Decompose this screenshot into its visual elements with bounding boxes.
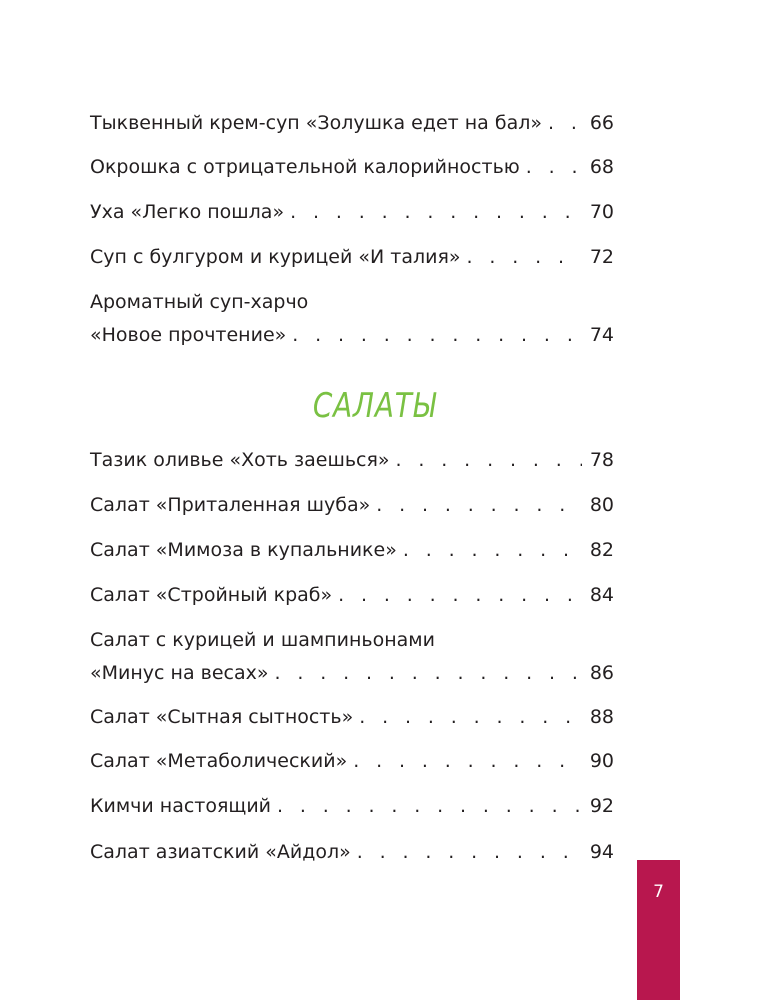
entry-page-number: 70: [589, 201, 614, 223]
entry-title: Салат «Приталенная шуба»: [90, 494, 371, 516]
toc-entry[interactable]: [90, 200, 614, 224]
toc-entry[interactable]: [90, 155, 614, 179]
entry-page-number: 90: [589, 750, 614, 772]
dot-leader: [353, 749, 582, 773]
entry-page-number: 72: [589, 246, 614, 268]
entry-title: Тыквенный крем-суп «Золушка едет на бал»: [90, 112, 542, 134]
toc-entry[interactable]: [90, 245, 614, 269]
entry-page-number: 78: [589, 449, 614, 471]
entry-title-line2: «Новое прочтение»: [90, 324, 287, 346]
dot-leader: [359, 705, 582, 729]
entry-title: Тазик оливье «Хоть заешься»: [90, 449, 390, 471]
entry-title-line1: Ароматный суп-харчо: [90, 291, 309, 313]
dot-leader: [290, 200, 582, 224]
toc-entry[interactable]: [90, 538, 614, 562]
entry-title: Суп с булгуром и курицей «И талия»: [90, 246, 461, 268]
entry-title-line1: Салат с курицей и шампиньонами: [90, 629, 435, 651]
dot-leader: [292, 323, 582, 347]
dot-leader: [274, 661, 581, 685]
dot-leader: [376, 493, 582, 517]
toc-entry[interactable]: [90, 840, 614, 864]
entry-page-number: 84: [589, 584, 614, 606]
toc-entry[interactable]: [90, 628, 614, 685]
dot-leader: [357, 840, 582, 864]
entry-page-number: 92: [589, 795, 614, 817]
toc-entry[interactable]: [90, 583, 614, 607]
entry-page-number: 94: [589, 841, 614, 863]
dot-leader: [403, 538, 582, 562]
entry-title: Салат «Мимоза в купальнике»: [90, 539, 397, 561]
dot-leader: [467, 245, 582, 269]
entry-title: Салат азиатский «Айдол»: [90, 841, 351, 863]
entry-title: Кимчи настоящий: [90, 795, 272, 817]
entry-page-number: 86: [589, 662, 614, 684]
dot-leader: [277, 794, 582, 818]
toc-entry[interactable]: [90, 749, 614, 773]
toc-entry[interactable]: [90, 111, 614, 135]
toc-entry[interactable]: [90, 794, 614, 818]
dot-leader: [396, 448, 582, 472]
entry-title-line2: «Минус на весах»: [90, 662, 269, 684]
entry-page-number: 80: [589, 494, 614, 516]
toc-entry[interactable]: [90, 448, 614, 472]
page-number: 7: [653, 882, 664, 902]
entry-title: Уха «Легко пошла»: [90, 201, 285, 223]
toc-entry[interactable]: [90, 290, 614, 347]
toc-entry[interactable]: [90, 493, 614, 517]
page-number-tab: [637, 860, 680, 1000]
entry-page-number: 74: [589, 324, 614, 346]
entry-title: Салат «Стройный краб»: [90, 584, 333, 606]
toc-entry[interactable]: [90, 705, 614, 729]
dot-leader: [548, 111, 582, 135]
entry-title: Салат «Сытная сытность»: [90, 706, 354, 728]
entry-page-number: 66: [589, 112, 614, 134]
entry-title: Салат «Метаболический»: [90, 750, 348, 772]
section-heading-salads: САЛАТЫ: [312, 386, 437, 426]
dot-leader: [338, 583, 582, 607]
dot-leader: [526, 155, 582, 179]
entry-page-number: 88: [589, 706, 614, 728]
entry-title: Окрошка с отрицательной калорийностью: [90, 156, 520, 178]
entry-page-number: 68: [589, 156, 614, 178]
entry-page-number: 82: [589, 539, 614, 561]
